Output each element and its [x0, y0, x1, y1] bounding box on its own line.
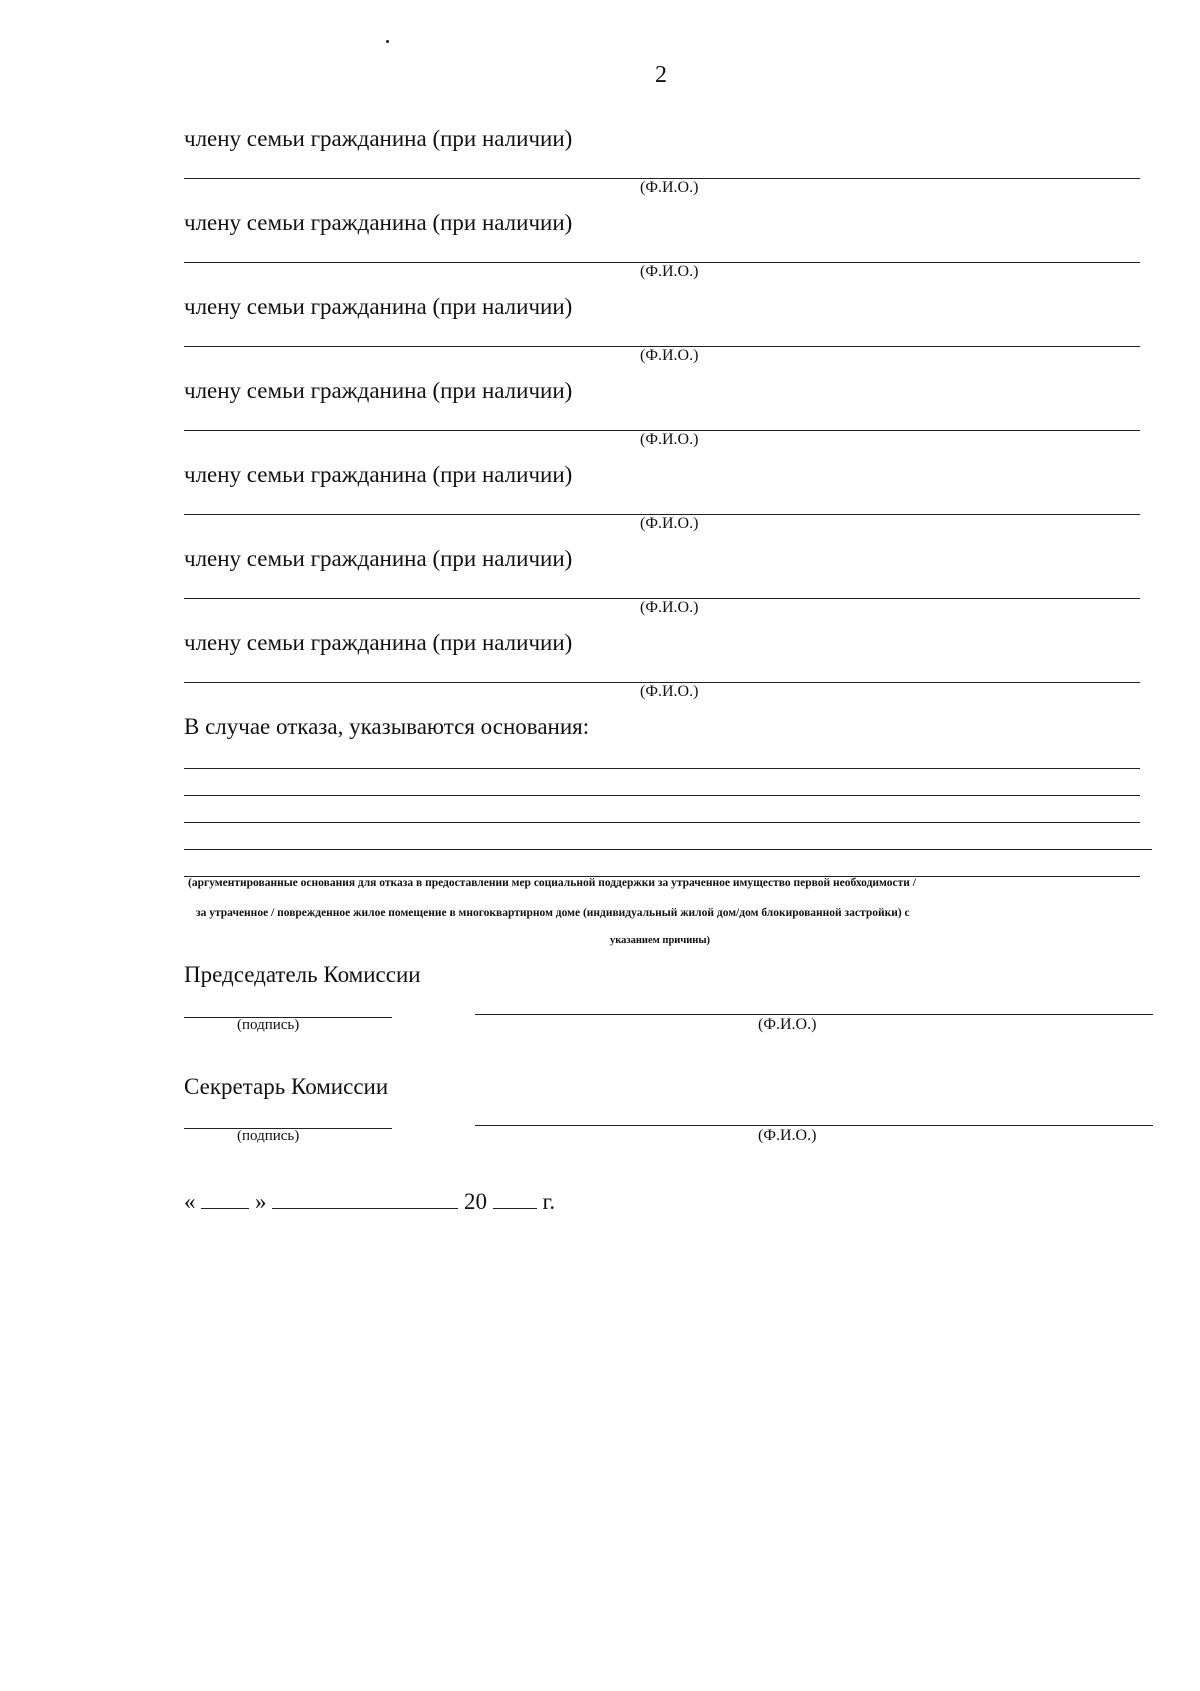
date-close-quote: »: [255, 1189, 267, 1214]
refusal-note-line-2: за утраченное / поврежденное жилое помещение в многоквартирном доме (индивидуальный жилой дом/дом блокированной застройки) с: [196, 907, 910, 919]
fio-caption-3: (Ф.И.О.): [640, 347, 699, 364]
fio-caption-2: (Ф.И.О.): [640, 263, 699, 280]
member-label-7: члену семьи гражданина (при наличии): [184, 630, 573, 655]
fio-caption-7: (Ф.И.О.): [640, 683, 699, 700]
page-number: 2: [655, 62, 667, 88]
date-row: [184, 1188, 555, 1215]
date-year-prefix: 20: [464, 1189, 487, 1214]
refusal-reason-line-3[interactable]: [184, 822, 1140, 823]
secretary-label: Секретарь Комиссии: [184, 1074, 389, 1099]
chairman-fio-caption: (Ф.И.О.): [758, 1016, 817, 1033]
refusal-reason-line-4[interactable]: [184, 849, 1152, 850]
chairman-label: Председатель Комиссии: [184, 962, 421, 987]
refusal-label: В случае отказа, указываются основания:: [184, 714, 590, 739]
date-open-quote: «: [184, 1189, 196, 1214]
date-month-field[interactable]: [272, 1188, 458, 1209]
refusal-note-line-1: (аргументированные основания для отказа в предоставлении мер социальной поддержки за утраченное имущество первой необходимости /: [188, 877, 916, 889]
member-label-1: члену семьи гражданина (при наличии): [184, 126, 573, 151]
fio-caption-4: (Ф.И.О.): [640, 431, 699, 448]
date-year-field[interactable]: [493, 1188, 537, 1209]
chairman-signature-caption: (подпись): [237, 1017, 300, 1033]
refusal-reason-line-1[interactable]: [184, 768, 1140, 769]
secretary-signature-caption: (подпись): [237, 1128, 300, 1144]
fio-caption-6: (Ф.И.О.): [640, 599, 699, 616]
member-label-5: члену семьи гражданина (при наличии): [184, 462, 573, 487]
fio-caption-5: (Ф.И.О.): [640, 515, 699, 532]
scan-dot: [386, 40, 389, 43]
refusal-reason-line-2[interactable]: [184, 795, 1140, 796]
member-label-2: члену семьи гражданина (при наличии): [184, 210, 573, 235]
secretary-fio-line[interactable]: [475, 1125, 1153, 1126]
fio-caption-1: (Ф.И.О.): [640, 179, 699, 196]
member-label-4: члену семьи гражданина (при наличии): [184, 378, 573, 403]
member-label-3: члену семьи гражданина (при наличии): [184, 294, 573, 319]
date-day-field[interactable]: [201, 1188, 249, 1209]
secretary-fio-caption: (Ф.И.О.): [758, 1127, 817, 1144]
member-label-6: члену семьи гражданина (при наличии): [184, 546, 573, 571]
date-year-suffix: г.: [542, 1189, 556, 1214]
chairman-fio-line[interactable]: [475, 1014, 1153, 1015]
refusal-note-line-3: указанием причины): [610, 935, 711, 946]
